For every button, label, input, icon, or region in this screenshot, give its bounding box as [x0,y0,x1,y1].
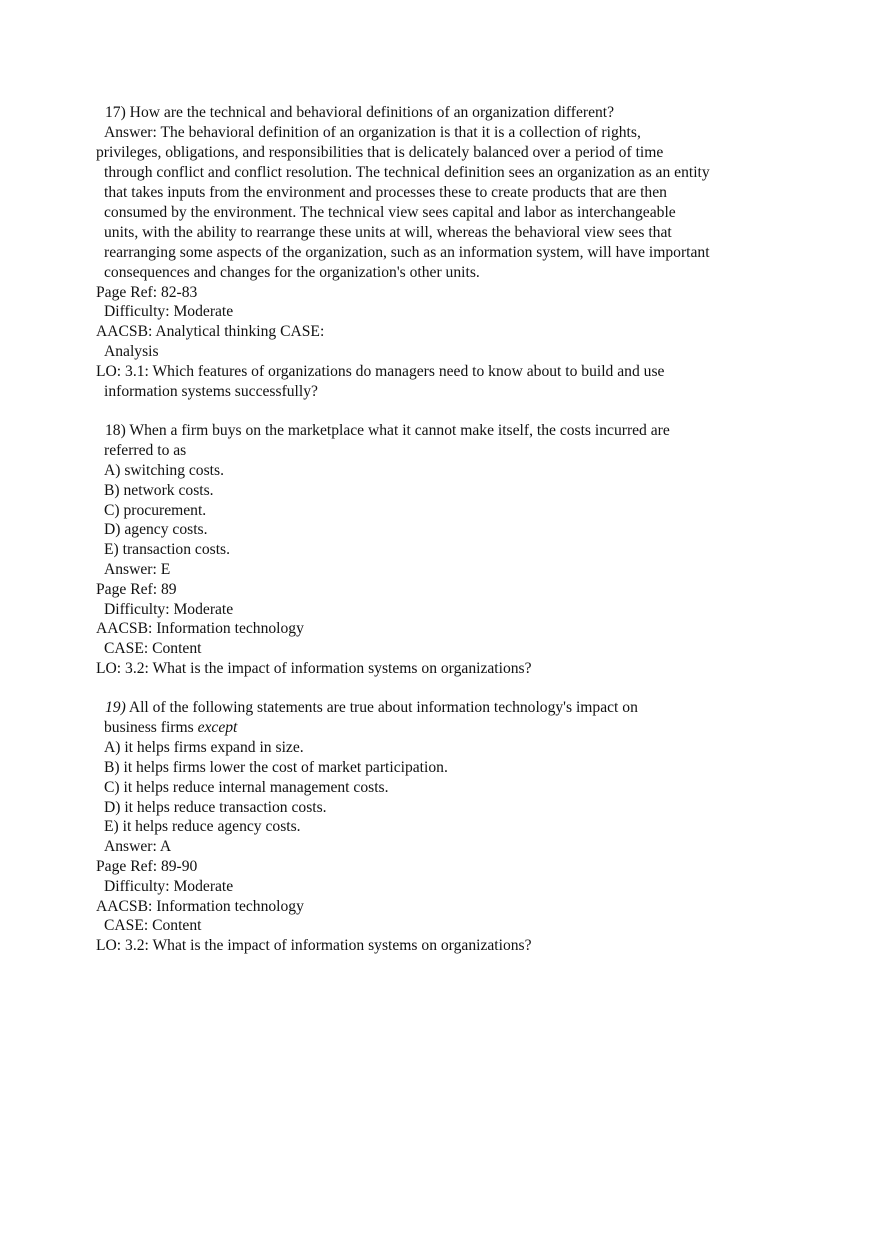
q19-question-cont [104,718,237,738]
q17-answer-line: consequences and changes for the organization's other units. [104,264,480,281]
q18-question: 18) When a firm buys on the marketplace what it cannot make itself, the costs incurred are [105,422,670,439]
q18-page-ref: Page Ref: 89 [96,581,177,598]
q19-except-emphasis: except [197,719,238,736]
q19-learning-objective: LO: 3.2: What is the impact of information systems on organizations? [96,937,532,954]
q17-case: Analysis [104,343,159,360]
q19-number: 19) [105,699,126,716]
q19-page-ref: Page Ref: 89-90 [96,858,198,875]
q18-difficulty: Difficulty: Moderate [104,601,234,618]
q19-option-c: C) it helps reduce internal management costs. [104,779,389,796]
q17-answer-line: privileges, obligations, and responsibilities that is delicately balanced over a period of time [96,144,664,161]
q17-learning-objective-cont: information systems successfully? [104,383,318,400]
q19-question-text: All of the following statements are true about information technology's impact on [125,699,638,716]
q19-answer: Answer: A [104,838,172,855]
q18-option-d: D) agency costs. [104,521,208,538]
q17-answer-line: Answer: The behavioral definition of an organization is that it is a collection of rights, [104,124,641,141]
q19-option-e: E) it helps reduce agency costs. [104,818,301,835]
q18-option-a: A) switching costs. [104,462,224,479]
q17-answer-line: consumed by the environment. The technical view sees capital and labor as interchangeable [104,204,676,221]
q18-learning-objective: LO: 3.2: What is the impact of information systems on organizations? [96,660,532,677]
q17-difficulty: Difficulty: Moderate [104,303,234,320]
q17-aacsb: AACSB: Analytical thinking CASE: [96,323,325,340]
q19-difficulty: Difficulty: Moderate [104,878,234,895]
q17-answer-line: through conflict and conflict resolution. The technical definition sees an organization as an entity [104,164,710,181]
q18-case: CASE: Content [104,640,202,657]
q18-option-e: E) transaction costs. [104,541,231,558]
q17-question: 17) How are the technical and behavioral definitions of an organization different? [105,104,615,121]
q19-question-text-cont: business firms [104,719,198,736]
q17-answer-line: units, with the ability to rearrange these units at will, whereas the behavioral view sees that [104,224,672,241]
q19-option-d: D) it helps reduce transaction costs. [104,799,327,816]
q17-answer-line: rearranging some aspects of the organization, such as an information system, will have important [104,244,710,261]
q19-case: CASE: Content [104,917,202,934]
q17-learning-objective: LO: 3.1: Which features of organizations do managers need to know about to build and use [96,363,665,380]
q19-option-a: A) it helps firms expand in size. [104,739,304,756]
q18-option-b: B) network costs. [104,482,214,499]
q17-answer-line: that takes inputs from the environment and processes these to create products that are then [104,184,667,201]
q19-aacsb: AACSB: Information technology [96,898,304,915]
q18-answer: Answer: E [104,561,171,578]
q19-question [105,698,638,718]
q18-question-cont: referred to as [104,442,187,459]
q17-page-ref: Page Ref: 82-83 [96,284,198,301]
q18-aacsb: AACSB: Information technology [96,620,304,637]
q19-option-b: B) it helps firms lower the cost of market participation. [104,759,448,776]
q18-option-c: C) procurement. [104,502,207,519]
